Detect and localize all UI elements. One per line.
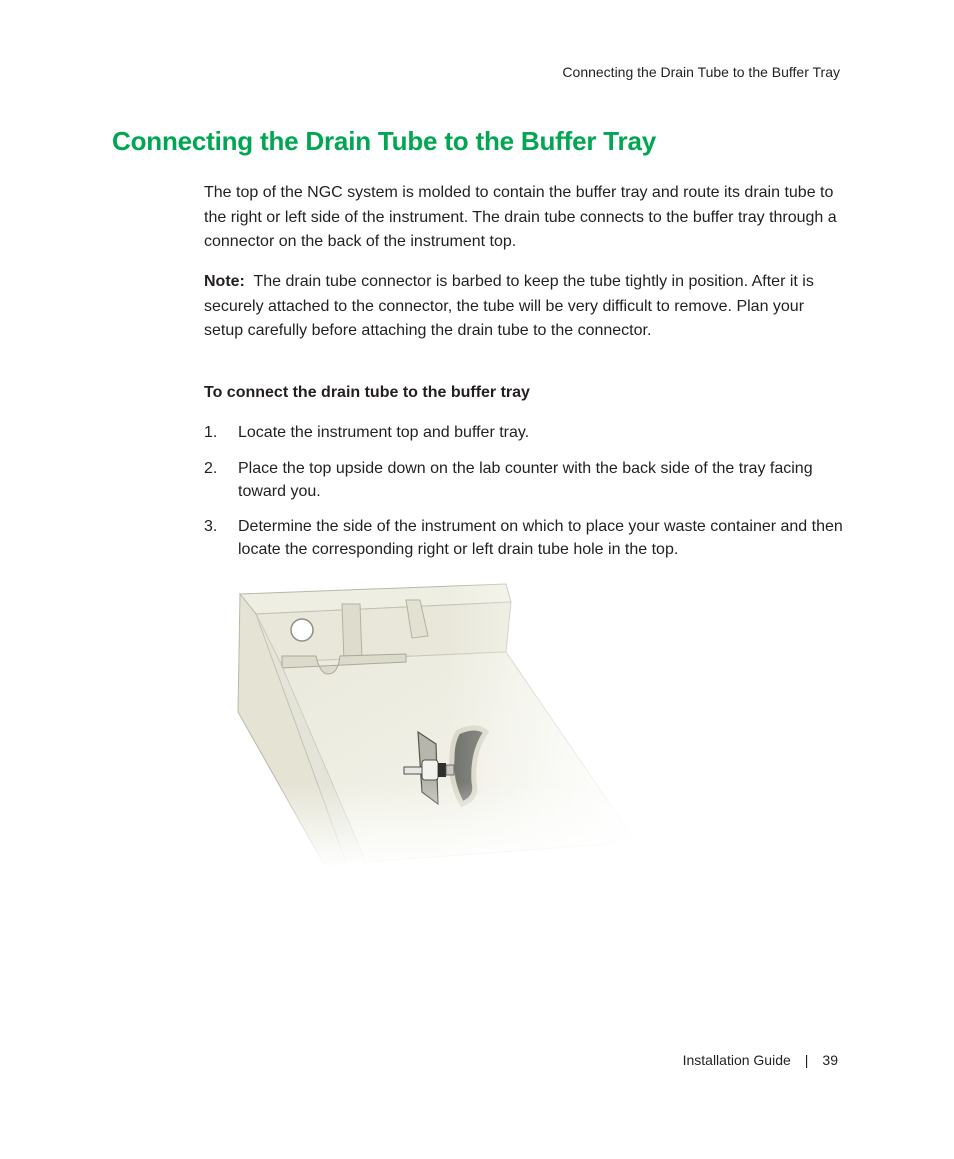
instrument-top-illustration bbox=[236, 582, 646, 868]
step-text: Place the top upside down on the lab counter with the back side of the tray facing toward you. bbox=[238, 460, 813, 500]
step-number: 2. bbox=[204, 460, 218, 477]
list-item bbox=[204, 515, 844, 561]
running-header: Connecting the Drain Tube to the Buffer Tray bbox=[562, 64, 840, 80]
page-number: 39 bbox=[822, 1052, 838, 1068]
procedure-steps bbox=[204, 421, 844, 561]
note-paragraph bbox=[204, 270, 844, 344]
list-item bbox=[204, 421, 844, 444]
procedure-heading: To connect the drain tube to the buffer tray bbox=[204, 384, 530, 401]
note-text: The drain tube connector is barbed to keep the tube tightly in position. After it is securely attached to the connector, the tube will be very difficult to remove. Plan your setup carefully before attaching the drain tube to the connector. bbox=[204, 273, 814, 339]
footer-doc-name: Installation Guide bbox=[682, 1052, 791, 1068]
step-text: Determine the side of the instrument on which to place your waste container and then locate the corresponding right or left drain tube hole in the top. bbox=[238, 518, 843, 558]
page-footer bbox=[683, 1052, 838, 1068]
step-number: 1. bbox=[204, 424, 218, 441]
step-text: Locate the instrument top and buffer tray. bbox=[238, 424, 530, 441]
footer-separator: | bbox=[804, 1052, 809, 1068]
tray-drawing bbox=[236, 582, 646, 868]
step-number: 3. bbox=[204, 518, 218, 535]
intro-paragraph: The top of the NGC system is molded to contain the buffer tray and route its drain tube to the right or left side of the instrument. The drain tube connects to the buffer tray through a connector on the back of the instrument top. bbox=[204, 184, 837, 250]
note-label: Note: bbox=[204, 273, 245, 290]
page-title: Connecting the Drain Tube to the Buffer Tray bbox=[112, 126, 656, 156]
list-item bbox=[204, 457, 844, 503]
